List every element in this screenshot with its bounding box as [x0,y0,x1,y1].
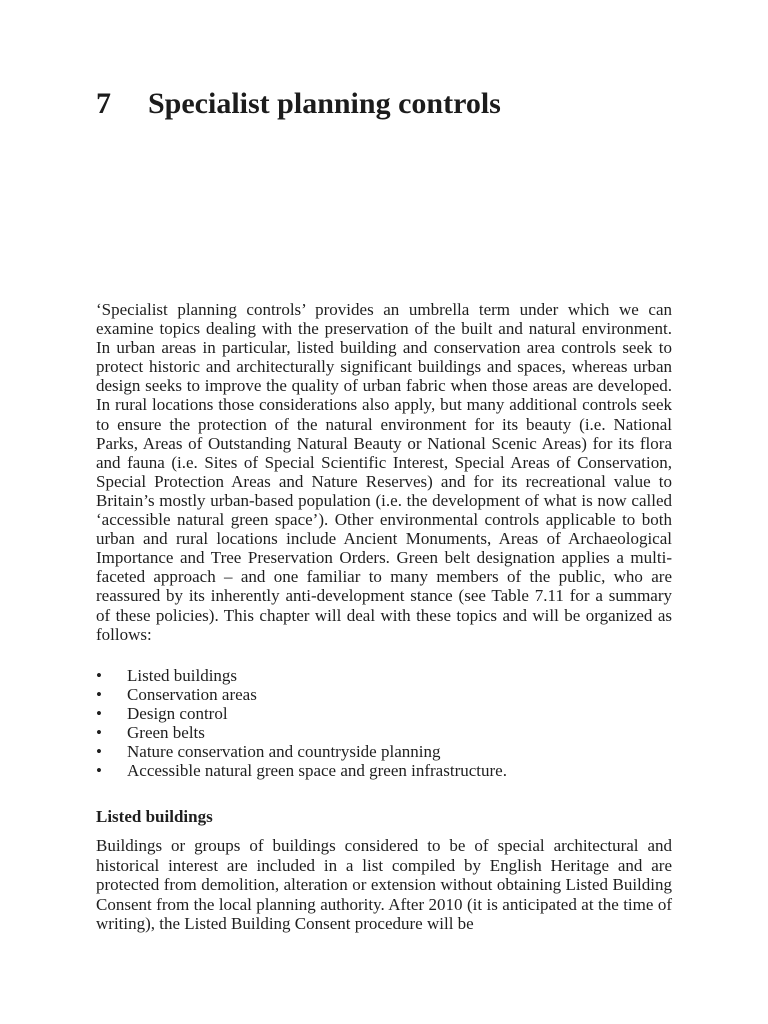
bullet-icon: • [96,666,102,685]
list-item [96,761,672,780]
bullet-icon: • [96,685,102,704]
bullet-icon: • [96,704,102,723]
list-item [96,723,672,742]
list-item-label: Accessible natural green space and green infrastructure. [127,761,507,780]
list-item-label: Design control [127,704,228,723]
list-item-label: Green belts [127,723,205,742]
list-item [96,704,672,723]
list-item-label: Nature conservation and countryside planning [127,742,441,761]
bullet-icon: • [96,761,102,780]
list-item [96,742,672,761]
section-heading: Listed buildings [96,807,213,826]
chapter-number: 7 [96,87,111,120]
bullet-icon: • [96,742,102,761]
intro-paragraph: ‘Specialist planning controls’ provides an umbrella term under which we can examine topics dealing with the preservation of the built and natural environment. In urban areas in particular, listed building and conservation area controls seek to protect historic and architecturally significant buildings and spaces, whereas urban design seeks to improve the quality of urban fabric when those areas are developed. In rural locations those considerations also apply, but many additional controls seek to ensure the protection of the natural environment for its beauty (i.e. National Parks, Areas of Outstanding Natural Beauty or National Scenic Areas) for its flora and fauna (i.e. Sites of Special Scientific Interest, Special Areas of Conservation, Special Protection Areas and Nature Reserves) and for its recreational value to Britain’s mostly urban-based population (i.e. the development of what is now called ‘accessible natural green space’). Other environmental controls applicable to both urban and rural locations include Ancient Monuments, Areas of Archaeological Importance and Tree Preservation Orders. Green belt designation applies a multi-faceted approach – and one familiar to many members of the public, who are reassured by its inherently anti-development stance (see Table 7.11 for a summary of these policies). This chapter will deal with these topics and will be organized as follows: [96,300,672,644]
chapter-heading [96,82,501,126]
section-paragraph: Buildings or groups of buildings considered to be of special architectural and historical interest are included in a list compiled by English Heritage and are protected from demolition, alteration or extension without obtaining Listed Building Consent from the local planning authority. After 2010 (it is anticipated at the time of writing), the Listed Building Consent procedure will be [96,836,672,933]
list-item [96,666,672,685]
list-item [96,685,672,704]
topic-list [96,666,672,780]
chapter-title: Specialist planning controls [148,87,501,120]
list-item-label: Conservation areas [127,685,257,704]
bullet-icon: • [96,723,102,742]
list-item-label: Listed buildings [127,666,238,685]
